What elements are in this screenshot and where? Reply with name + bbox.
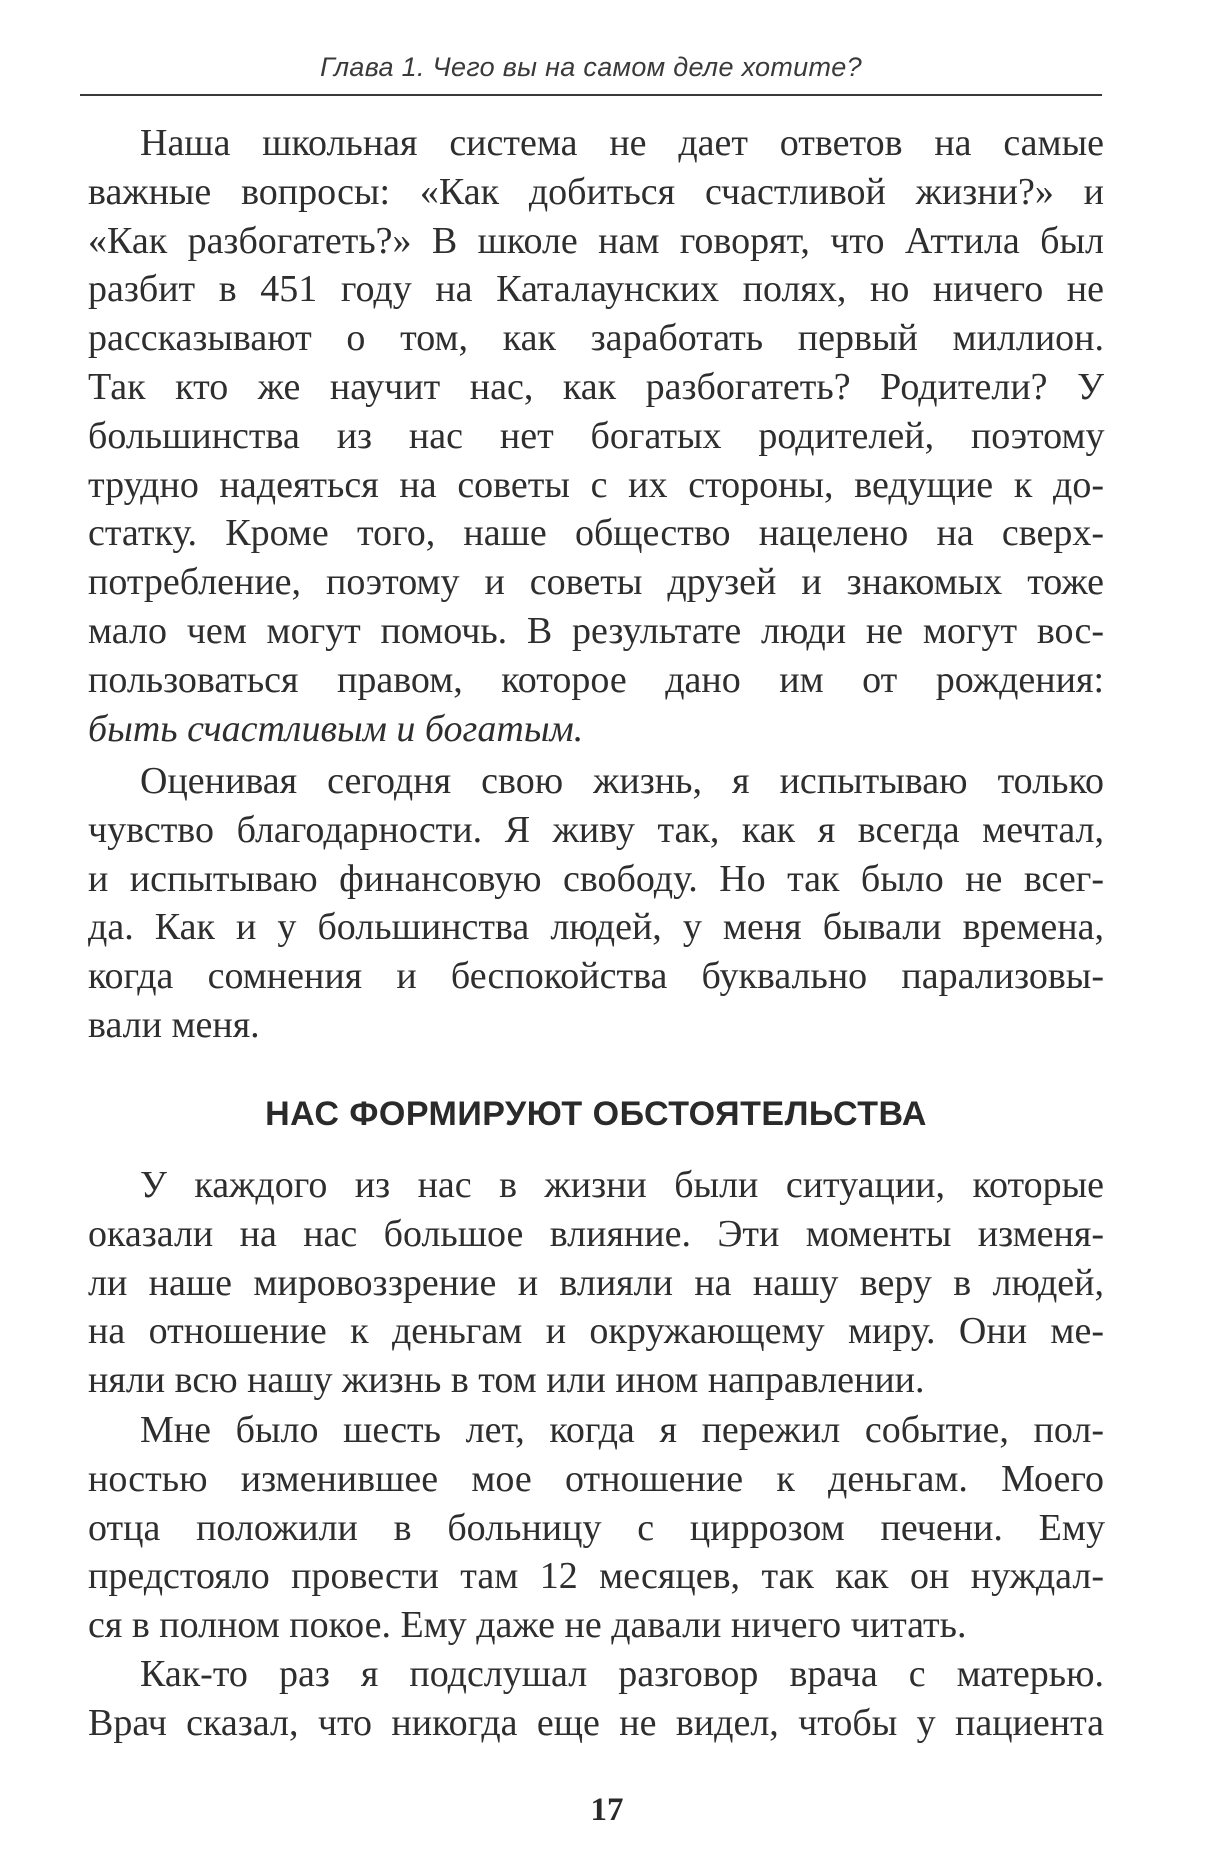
text-line: оказали на нас большое влияние. Эти моменты изменя- — [88, 1212, 1104, 1255]
text-line: большинства из нас нет богатых родителей, поэтому — [88, 414, 1104, 457]
text-line: когда сомнения и беспокойства буквально парализовы- — [88, 955, 1104, 998]
paragraph-4 — [88, 1406, 1104, 1650]
text-line: Как-то раз я подслушал разговор врача с матерью. — [140, 1653, 1104, 1695]
text-line: Так кто же научит нас, как разбогатеть? Родители? У — [88, 365, 1104, 408]
text-line: разбит в 451 году на Каталаунских полях, но ничего не — [88, 268, 1104, 311]
running-head: Глава 1. Чего вы на самом деле хотите? — [320, 52, 862, 82]
text-line: Врач сказал, что никогда еще не видел, чтобы у пациента — [88, 1701, 1104, 1744]
text-line: Наша школьная система не дает ответов на самые — [140, 122, 1104, 164]
text-line: ли наше мировоззрение и влияли на нашу веру в людей, — [88, 1261, 1104, 1304]
text-line: потребление, поэтому и советы друзей и знакомых тоже — [88, 561, 1104, 604]
text-line: трудно надеяться на советы с их стороны, ведущие к до- — [88, 463, 1104, 506]
text-line: предстояло провести там 12 месяцев, так как он нуждал- — [88, 1555, 1104, 1598]
paragraph-3 — [88, 1161, 1104, 1405]
text-line: «Как разбогатеть?» В школе нам говорят, что Аттила был — [88, 219, 1104, 262]
text-line: и испытываю финансовую свободу. Но так было не всег- — [88, 857, 1104, 900]
text-line: ся в полном покое. Ему даже не давали ничего читать. — [88, 1604, 967, 1647]
text-line: вали меня. — [88, 1003, 260, 1046]
text-line: няли всю нашу жизнь в том или ином направлении. — [88, 1359, 925, 1402]
text-line: на отношение к деньгам и окружающему миру. Они ме- — [88, 1310, 1104, 1353]
text-line: пользоваться правом, которое дано им от рождения: — [88, 658, 1104, 701]
text-line: рассказывают о том, как заработать первый миллион. — [88, 317, 1104, 360]
paragraph-5 — [88, 1650, 1104, 1748]
text-line: да. Как и у большинства людей, у меня бывали времена, — [88, 906, 1104, 949]
emphasis-text: быть счастливым и богатым. — [88, 707, 584, 750]
text-line: чувство благодарности. Я живу так, как я всегда мечтал, — [88, 808, 1104, 851]
text-line: отца положили в больницу с циррозом печени. Ему — [88, 1506, 1104, 1549]
section-heading: НАС ФОРМИРУЮТ ОБСТОЯТЕЛЬСТВА — [265, 1095, 927, 1133]
text-line: ностью изменившее мое отношение к деньгам. Моего — [88, 1457, 1104, 1500]
text-line: важные вопросы: «Как добиться счастливой жизни?» и — [88, 170, 1104, 213]
text-line — [88, 705, 1104, 754]
paragraph-2 — [88, 757, 1104, 1050]
header-divider — [80, 94, 1102, 96]
page-number: 17 — [590, 1792, 624, 1828]
text-line: статку. Кроме того, наше общество нацелено на сверх- — [88, 512, 1104, 555]
text-line: У каждого из нас в жизни были ситуации, которые — [140, 1164, 1104, 1206]
text-line: мало чем могут помочь. В результате люди не могут вос- — [88, 609, 1104, 652]
text-line: Оценивая сегодня свою жизнь, я испытываю только — [140, 760, 1104, 802]
text-line: Мне было шесть лет, когда я пережил событие, пол- — [140, 1409, 1104, 1451]
paragraph-1 — [88, 119, 1104, 753]
